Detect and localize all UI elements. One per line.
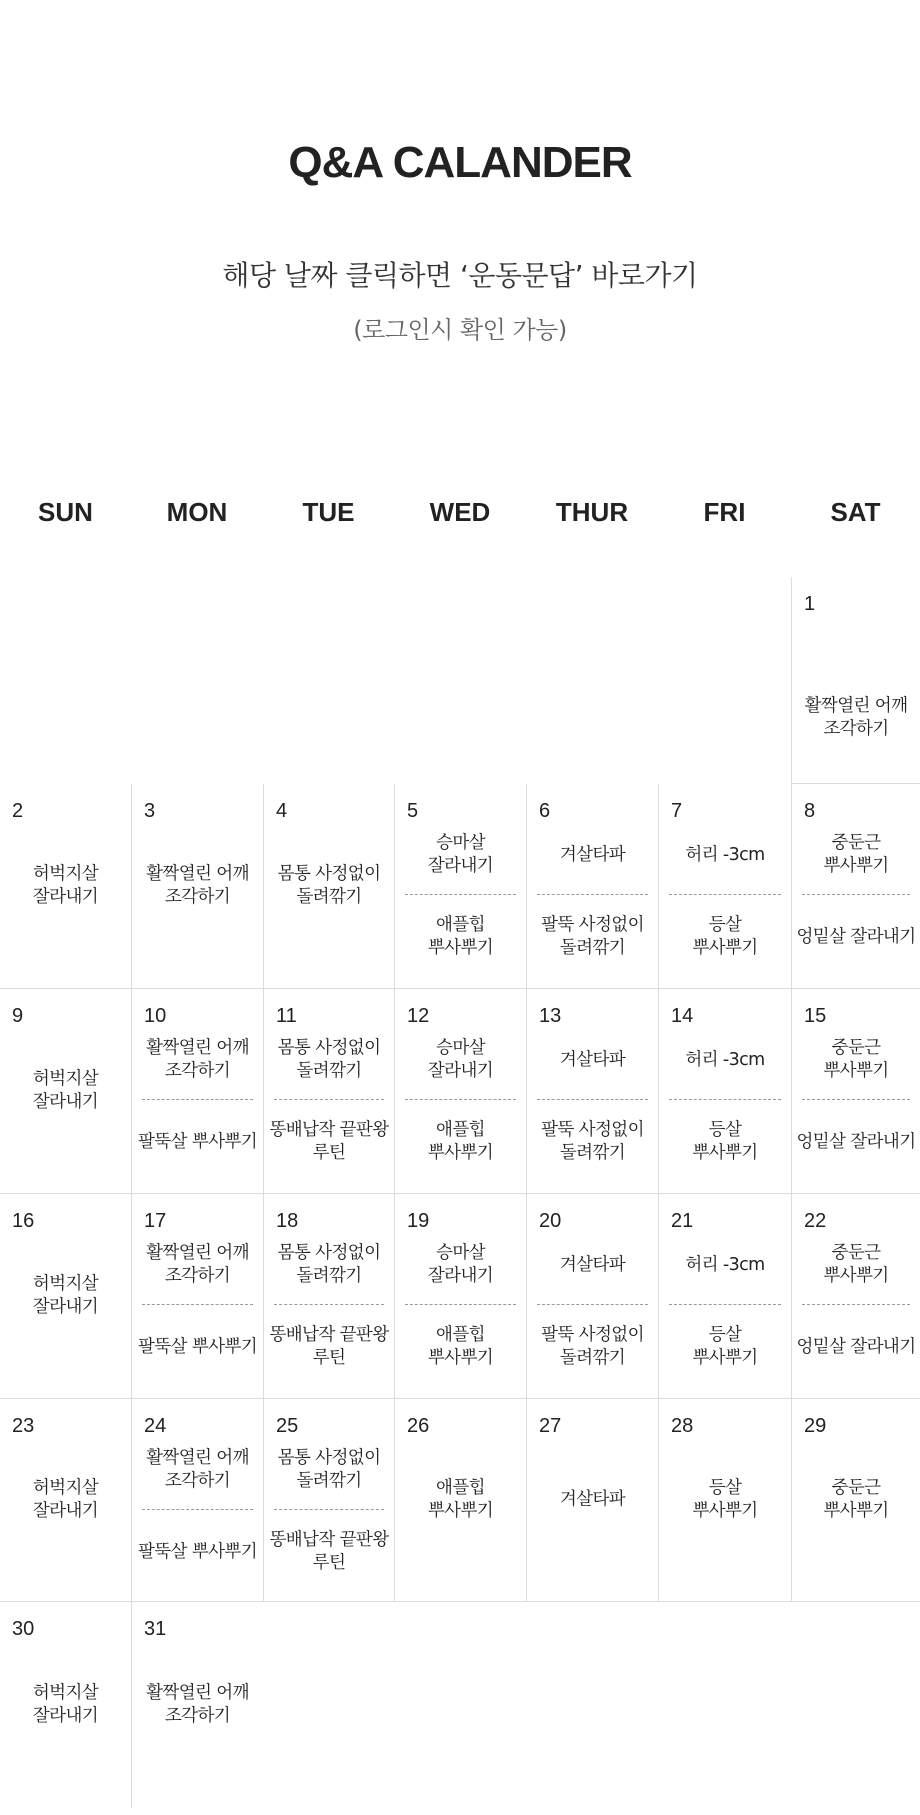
day-number: 24: [144, 1415, 167, 1437]
calendar-day-14[interactable]: [658, 989, 791, 1194]
page-title: Q&A CALANDER: [288, 138, 632, 187]
dashed-divider: [802, 1099, 910, 1100]
day-number: 11: [276, 1005, 297, 1027]
workout-label: 겨살타파: [559, 1489, 626, 1510]
workout-label: 활짝열린 어깨 조각하기: [146, 1683, 249, 1726]
workout-label-top: 승마살 잘라내기: [427, 1038, 494, 1081]
workout-label-bottom: 애플힙 뿌사뿌기: [427, 1120, 494, 1163]
workout-label: 허벅지살 잘라내기: [32, 1069, 99, 1112]
dashed-divider: [669, 894, 781, 895]
dashed-divider: [274, 1099, 384, 1100]
day-number: 30: [12, 1618, 35, 1640]
workout-label: 등살 뿌사뿌기: [692, 1478, 758, 1521]
calendar-day-11[interactable]: [263, 989, 394, 1194]
calendar-day-10[interactable]: [131, 989, 263, 1194]
calendar-day-12[interactable]: [394, 989, 526, 1194]
calendar-day-3[interactable]: [131, 784, 263, 989]
dashed-divider: [405, 1304, 516, 1305]
calendar-day-29[interactable]: [791, 1399, 920, 1602]
workout-label-bottom: 등살 뿌사뿌기: [692, 915, 758, 958]
workout-label: 몸통 사정없이 돌려깎기: [277, 864, 381, 907]
workout-label-top: 중둔근 뿌사뿌기: [823, 833, 889, 876]
workout-label-top: 몸통 사정없이 돌려깎기: [277, 1243, 381, 1286]
day-number: 21: [671, 1210, 694, 1232]
calendar-day-16[interactable]: [0, 1194, 131, 1399]
day-number: 2: [12, 800, 24, 822]
dashed-divider: [405, 894, 516, 895]
day-number: 18: [276, 1210, 299, 1232]
dashed-divider: [802, 894, 910, 895]
workout-label-top: 활짝열린 어깨 조각하기: [146, 1243, 249, 1286]
workout-label: 허벅지살 잘라내기: [32, 1478, 99, 1521]
day-number: 12: [407, 1005, 430, 1027]
workout-label-top: 활짝열린 어깨 조각하기: [146, 1038, 249, 1081]
workout-label-bottom: 팔뚝 사정없이 돌려깎기: [541, 1325, 644, 1368]
calendar-day-31[interactable]: [131, 1602, 263, 1808]
calendar-day-6[interactable]: [526, 784, 658, 989]
workout-label-bottom: 팔뚝살 뿌사뿌기: [137, 1336, 258, 1357]
workout-label-bottom: 팔뚝 사정없이 돌려깎기: [541, 915, 644, 958]
workout-label: 애플힙 뿌사뿌기: [427, 1478, 494, 1521]
workout-label-top: 활짝열린 어깨 조각하기: [146, 1448, 249, 1491]
workout-label-top: 허리 -3cm: [685, 1254, 765, 1275]
dashed-divider: [669, 1099, 781, 1100]
workout-label-top: 겨살타파: [559, 844, 626, 865]
workout-label-top: 승마살 잘라내기: [427, 1243, 494, 1286]
day-number: 20: [539, 1210, 562, 1232]
calendar-day-28[interactable]: [658, 1399, 791, 1602]
day-number: 31: [144, 1618, 167, 1640]
calendar-day-24[interactable]: [131, 1399, 263, 1602]
workout-label-bottom: 팔뚝살 뿌사뿌기: [137, 1541, 258, 1562]
workout-label-top: 허리 -3cm: [685, 1049, 765, 1070]
workout-label-bottom: 똥배납작 끝판왕 루틴: [269, 1530, 389, 1573]
day-number: 10: [144, 1005, 167, 1027]
workout-label-bottom: 애플힙 뿌사뿌기: [427, 1325, 494, 1368]
calendar-day-22[interactable]: [791, 1194, 920, 1399]
calendar-day-18[interactable]: [263, 1194, 394, 1399]
calendar-day-2[interactable]: [0, 784, 131, 989]
calendar-day-4[interactable]: [263, 784, 394, 989]
workout-label: 중둔근 뿌사뿌기: [823, 1478, 889, 1521]
workout-label-top: 겨살타파: [559, 1254, 626, 1275]
day-number: 19: [407, 1210, 430, 1232]
workout-label-bottom: 똥배납작 끝판왕 루틴: [269, 1120, 389, 1163]
day-number: 6: [539, 800, 551, 822]
dashed-divider: [802, 1304, 910, 1305]
day-number: 29: [804, 1415, 827, 1437]
workout-label-bottom: 팔뚝 사정없이 돌려깎기: [541, 1120, 644, 1163]
weekday-tue: TUE: [302, 497, 355, 527]
weekday-wed: WED: [429, 497, 491, 527]
calendar-day-23[interactable]: [0, 1399, 131, 1602]
calendar-day-17[interactable]: [131, 1194, 263, 1399]
workout-label-top: 몸통 사정없이 돌려깎기: [277, 1038, 381, 1081]
workout-label: 활짝열린 어깨 조각하기: [804, 696, 908, 739]
weekday-mon: MON: [166, 497, 228, 527]
day-number: 5: [407, 800, 419, 822]
day-number: 1: [804, 593, 816, 615]
calendar-day-13[interactable]: [526, 989, 658, 1194]
workout-label-bottom: 엉밑살 잘라내기: [796, 926, 916, 947]
weekday-fri: FRI: [703, 497, 746, 527]
calendar-day-8[interactable]: [791, 784, 920, 989]
dashed-divider: [142, 1304, 253, 1305]
calendar-day-19[interactable]: [394, 1194, 526, 1399]
dashed-divider: [669, 1304, 781, 1305]
workout-label-bottom: 등살 뿌사뿌기: [692, 1325, 758, 1368]
day-number: 26: [407, 1415, 430, 1437]
day-number: 27: [539, 1415, 562, 1437]
workout-label: 허벅지살 잘라내기: [32, 1683, 99, 1726]
dashed-divider: [142, 1509, 253, 1510]
day-number: 28: [671, 1415, 694, 1437]
day-number: 16: [12, 1210, 35, 1232]
day-number: 3: [144, 800, 156, 822]
day-number: 4: [276, 800, 288, 822]
workout-label: 활짝열린 어깨 조각하기: [146, 864, 249, 907]
workout-label-top: 중둔근 뿌사뿌기: [823, 1243, 889, 1286]
calendar-day-21[interactable]: [658, 1194, 791, 1399]
weekday-sat: SAT: [830, 497, 881, 527]
calendar-day-25[interactable]: [263, 1399, 394, 1602]
workout-label-top: 겨살타파: [559, 1049, 626, 1070]
day-number: 22: [804, 1210, 827, 1232]
workout-label-bottom: 엉밑살 잘라내기: [796, 1336, 916, 1357]
day-number: 17: [144, 1210, 167, 1232]
day-number: 7: [671, 800, 683, 822]
calendar-day-5[interactable]: [394, 784, 526, 989]
day-number: 15: [804, 1005, 827, 1027]
dashed-divider: [274, 1304, 384, 1305]
weekday-thur: THUR: [555, 497, 629, 527]
workout-label-bottom: 엉밑살 잘라내기: [796, 1131, 916, 1152]
dashed-divider: [142, 1099, 253, 1100]
day-number: 8: [804, 800, 816, 822]
calendar-day-20[interactable]: [526, 1194, 658, 1399]
calendar-day-27[interactable]: [526, 1399, 658, 1602]
calendar-day-15[interactable]: [791, 989, 920, 1194]
calendar-day-26[interactable]: [394, 1399, 526, 1602]
login-note: (로그인시 확인 가능): [353, 316, 567, 344]
workout-label-top: 몸통 사정없이 돌려깎기: [277, 1448, 381, 1491]
workout-label-top: 중둔근 뿌사뿌기: [823, 1038, 889, 1081]
dashed-divider: [405, 1099, 516, 1100]
workout-label-bottom: 애플힙 뿌사뿌기: [427, 915, 494, 958]
calendar-day-1[interactable]: [791, 577, 920, 784]
calendar-day-7[interactable]: [658, 784, 791, 989]
day-number: 9: [12, 1005, 24, 1027]
day-number: 13: [539, 1005, 562, 1027]
dashed-divider: [537, 1099, 648, 1100]
page-subtitle: 해당 날짜 클릭하면 ‘운동문답’ 바로가기: [222, 259, 698, 292]
weekday-sun: SUN: [38, 497, 93, 527]
workout-label-bottom: 등살 뿌사뿌기: [692, 1120, 758, 1163]
calendar-day-9[interactable]: [0, 989, 131, 1194]
day-number: 23: [12, 1415, 35, 1437]
dashed-divider: [274, 1509, 384, 1510]
day-number: 25: [276, 1415, 299, 1437]
workout-label-top: 허리 -3cm: [685, 844, 765, 865]
calendar-day-30[interactable]: [0, 1602, 131, 1808]
workout-label-bottom: 똥배납작 끝판왕 루틴: [269, 1325, 389, 1368]
workout-label-bottom: 팔뚝살 뿌사뿌기: [137, 1131, 258, 1152]
workout-label: 허벅지살 잘라내기: [32, 864, 99, 907]
day-number: 14: [671, 1005, 694, 1027]
dashed-divider: [537, 1304, 648, 1305]
dashed-divider: [537, 894, 648, 895]
workout-label: 허벅지살 잘라내기: [32, 1274, 99, 1317]
workout-label-top: 승마살 잘라내기: [427, 833, 494, 876]
